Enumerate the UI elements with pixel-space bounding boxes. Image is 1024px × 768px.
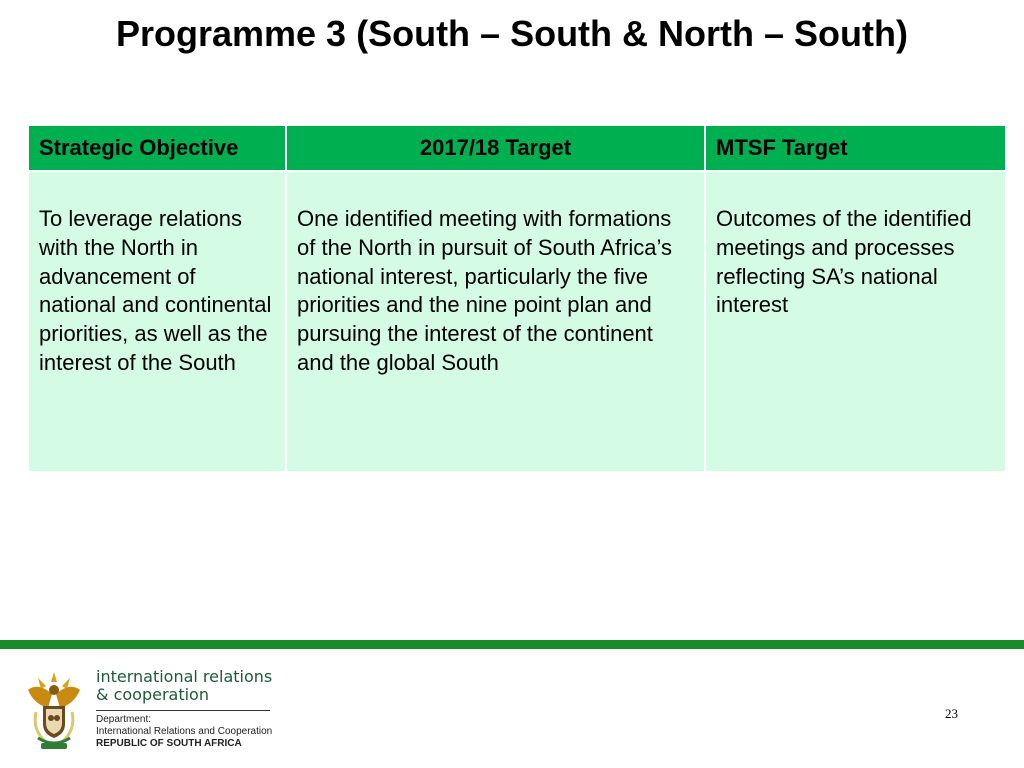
logo-divider	[96, 710, 270, 711]
department-name: International Relations and Cooperation	[96, 726, 273, 737]
cell-strategic-objective: To leverage relations with the North in advancement of national and continental priorities, as well as the interest of the South	[28, 171, 286, 472]
footer-divider	[0, 640, 1024, 649]
header-mtsf-target: MTSF Target	[705, 125, 1006, 171]
slide-title: Programme 3 (South – South & North – South)	[115, 13, 909, 54]
page-number: 23	[945, 706, 958, 721]
logo-line-2: & cooperation	[96, 685, 209, 704]
cell-2017-18-target: One identified meeting with formations of the North in pursuit of South Africa’s national interest, particularly the five priorities and the nine point plan and pursuing the interest of the continent and the global South	[286, 171, 705, 472]
table-header-row	[28, 125, 1006, 171]
coat-of-arms-icon	[24, 668, 84, 752]
header-2017-18-target: 2017/18 Target	[286, 125, 705, 171]
country-name: REPUBLIC OF SOUTH AFRICA	[96, 738, 242, 749]
table-row	[28, 171, 1006, 472]
logo-line-1: international relations	[96, 667, 273, 686]
cell-mtsf-target: Outcomes of the identified meetings and processes reflecting SA’s national interest	[705, 171, 1006, 472]
header-strategic-objective: Strategic Objective	[28, 125, 286, 171]
department-label: Department:	[96, 714, 152, 725]
department-logo	[96, 668, 286, 750]
objectives-table	[27, 124, 1007, 473]
